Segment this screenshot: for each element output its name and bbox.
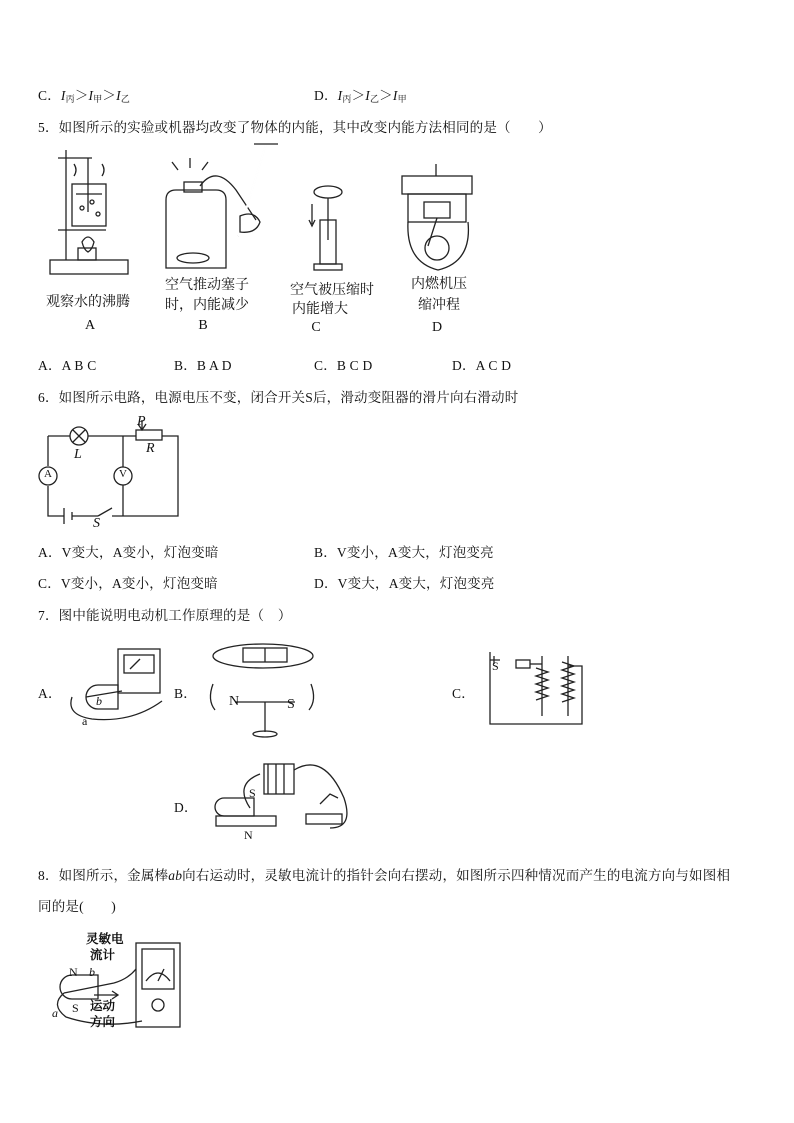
air-compression-figure <box>300 180 360 280</box>
q7-fig-a <box>66 647 166 727</box>
q7-fig-b <box>205 640 325 740</box>
q4-option-c: C．$I_丙>I_甲>I_乙$ <box>38 88 131 104</box>
engine-figure <box>398 156 478 276</box>
q8-stem-line-1: 8．如图所示，金属棒ab向右运动时，灵敏电流计的指针会向右摆动，如图所示四种情况而产生的电流方向与如图相 <box>38 868 731 883</box>
fig-d-letter: D <box>431 320 443 335</box>
q5-option-d: D．A C D <box>452 358 512 373</box>
circuit-label-p: P <box>137 414 146 429</box>
fig-c-letter: C <box>311 320 321 335</box>
q6-option-d: D．V变大，A变大，灯泡变亮 <box>314 576 495 591</box>
circuit-label-r: R <box>146 441 155 456</box>
rod-label-a: a <box>52 1006 58 1020</box>
q4c-current-1: I <box>60 88 66 103</box>
fig-d-caption-l2: 缩冲程 <box>418 298 460 313</box>
fig-d-label-n: N <box>244 828 253 842</box>
fig-a-letter: A <box>84 318 96 333</box>
fig-c-caption-l1: 空气被压缩时 <box>290 283 374 298</box>
fig-b-label-s: S <box>287 697 295 712</box>
q7-fig-d <box>210 756 360 846</box>
q6-stem: 6．如图所示电路，电源电压不变，闭合开关S后，滑动变阻器的滑片向右滑动时 <box>38 390 519 405</box>
galvanometer-label-l2: 流计 <box>90 948 116 962</box>
fig-c-caption-l2: 内能增大 <box>292 302 348 317</box>
magnet-label-n: N <box>69 965 78 979</box>
galvanometer-label-l1: 灵敏电 <box>86 932 124 946</box>
q6-option-a: A．V变大，A变小，灯泡变暗 <box>38 545 219 560</box>
fig-b-caption-l1: 空气推动塞子 <box>165 278 249 293</box>
motion-label-l1: 运动 <box>90 999 116 1013</box>
q5-option-a: A．A B C <box>38 358 97 373</box>
fig-b-letter: B <box>198 318 208 333</box>
fig-c-label-s: S <box>492 659 499 673</box>
circuit-label-l: L <box>74 447 82 462</box>
q7-fig-c <box>488 648 588 728</box>
ammeter-label: A <box>44 468 52 480</box>
q6-circuit-diagram <box>38 418 188 528</box>
q8-stem-line-2: 同的是( ) <box>38 899 116 914</box>
q7-option-d: D． <box>174 800 198 815</box>
q7-option-b: B． <box>174 686 197 701</box>
rod-label-b: b <box>89 965 95 979</box>
voltmeter-label: V <box>119 468 127 480</box>
fig-b-caption-l2: 时，内能减少 <box>165 298 249 313</box>
boiling-water-figure <box>44 142 134 282</box>
fig-a-label-b: b <box>96 694 102 708</box>
fig-a-label-a: a <box>82 714 88 728</box>
q7-option-a: A． <box>38 686 62 701</box>
circuit-label-s: S <box>93 516 100 531</box>
q6-option-b: B．V变小，A变大，灯泡变亮 <box>314 545 494 560</box>
magnet-label-s: S <box>72 1001 79 1015</box>
fig-b-label-n: N <box>229 694 240 709</box>
q5-option-b: B．B A D <box>174 358 232 373</box>
q6-option-c: C．V变小，A变小，灯泡变暗 <box>38 576 218 591</box>
fig-d-label-s: S <box>249 786 256 800</box>
q7-stem: 7．图中能说明电动机工作原理的是（ ） <box>38 608 292 623</box>
q5-stem: 5．如图所示的实验或机器均改变了物体的内能，其中改变内能方法相同的是（ ） <box>38 120 552 135</box>
q8-figure <box>42 933 192 1033</box>
q5-option-c: C．B C D <box>314 358 373 373</box>
fig-d-caption-l1: 内燃机压 <box>411 277 467 292</box>
motion-label-l2: 方向 <box>90 1015 116 1029</box>
fig-a-caption: 观察水的沸腾 <box>46 295 130 310</box>
q4-option-d: D．$I_丙>I_乙>I_甲$ <box>314 88 407 104</box>
q7-option-c: C． <box>452 686 475 701</box>
bottle-pump-figure <box>160 140 280 280</box>
